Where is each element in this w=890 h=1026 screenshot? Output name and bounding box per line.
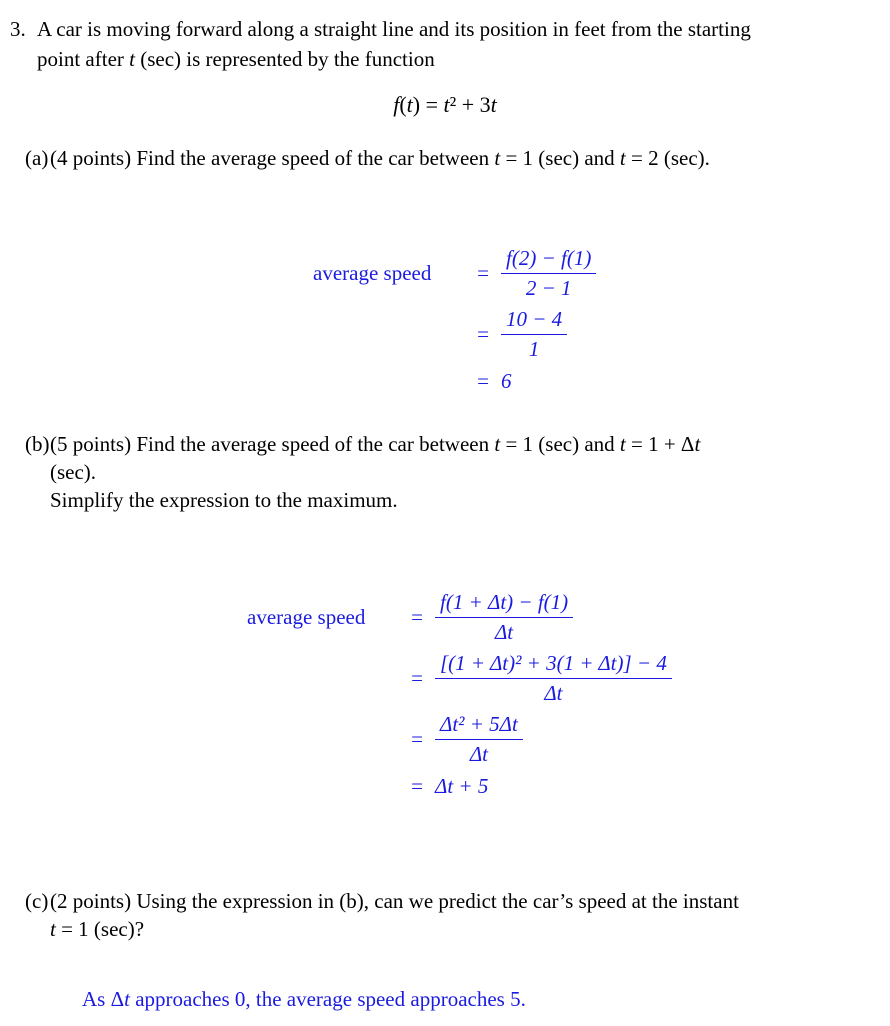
solution-a-work (313, 246, 890, 394)
solution-a-step-3 (313, 368, 890, 394)
fraction-numerator: f(2) − f(1) (501, 246, 596, 274)
equals-sign: = (411, 773, 423, 798)
solution-b-step-1 (247, 590, 890, 645)
part-b-line-1: (5 points) Find the average speed of the car between t = 1 (sec) and t = 1 + Δt (50, 432, 701, 456)
fraction (501, 307, 567, 362)
part-c (25, 887, 850, 943)
statement-line-2: point after t (sec) is represented by the function (37, 47, 435, 71)
fraction (435, 712, 523, 767)
problem-statement (37, 14, 850, 74)
conclusion-answer: As Δt approaches 0, the average speed approaches 5. (82, 987, 526, 1011)
part-b-line-3: Simplify the expression to the maximum. (50, 488, 398, 512)
solution-a-step-1 (313, 246, 890, 301)
fraction-denominator: Δt (544, 681, 563, 705)
fraction-denominator: Δt (494, 620, 514, 644)
problem-number: 3. (10, 17, 26, 41)
solution-b-work (247, 590, 890, 799)
equals-sign: = (411, 727, 423, 751)
equals-sign: = (411, 666, 423, 690)
equation-result: Δt + 5 (435, 774, 489, 798)
part-c-line-1: (2 points) Using the expression in (b), can we predict the car’s speed at the instant (50, 889, 739, 913)
equation-label: average speed (247, 605, 366, 629)
statement-line-1: A car is moving forward along a straight line and its position in feet from the starting (37, 17, 751, 41)
equation-result: 6 (501, 369, 512, 393)
part-b-label: (b) (25, 432, 50, 456)
solution-b-step-2 (247, 651, 890, 706)
part-a-label: (a) (25, 146, 49, 170)
fraction-denominator: Δt (469, 742, 488, 766)
part-a (25, 144, 850, 172)
fraction-numerator: [(1 + Δt)² + 3(1 + Δt)] − 4 (435, 651, 672, 679)
fraction (435, 590, 573, 645)
solution-a-step-2 (313, 307, 890, 362)
part-a-line-1: (4 points) Find the average speed of the car between t = 1 (sec) and t = 2 (sec). (50, 146, 710, 170)
equals-sign: = (477, 261, 489, 285)
solution-b-step-4 (247, 773, 890, 799)
part-a-text (50, 144, 850, 172)
part-c-label: (c) (25, 889, 49, 913)
problem-statement-block (10, 14, 850, 74)
part-c-line-2: t = 1 (sec)? (50, 917, 145, 941)
part-c-text (50, 887, 850, 943)
fraction (501, 246, 596, 301)
fraction-numerator: Δt² + 5Δt (435, 712, 523, 740)
fraction (435, 651, 672, 706)
equals-sign: = (477, 322, 489, 346)
part-b (25, 430, 850, 514)
equals-sign: = (411, 605, 423, 629)
part-b-line-2: (sec). (50, 460, 97, 484)
fraction-denominator: 1 (528, 337, 540, 361)
fraction-denominator: 2 − 1 (525, 276, 572, 300)
part-b-text (50, 430, 850, 514)
fraction-numerator: f(1 + Δt) − f(1) (435, 590, 573, 618)
fraction-numerator: 10 − 4 (501, 307, 567, 335)
equation-label: average speed (313, 261, 432, 285)
solution-b-step-3 (247, 712, 890, 767)
equals-sign: = (477, 368, 489, 393)
function-definition-equation: f(t) = t² + 3t (393, 92, 497, 117)
